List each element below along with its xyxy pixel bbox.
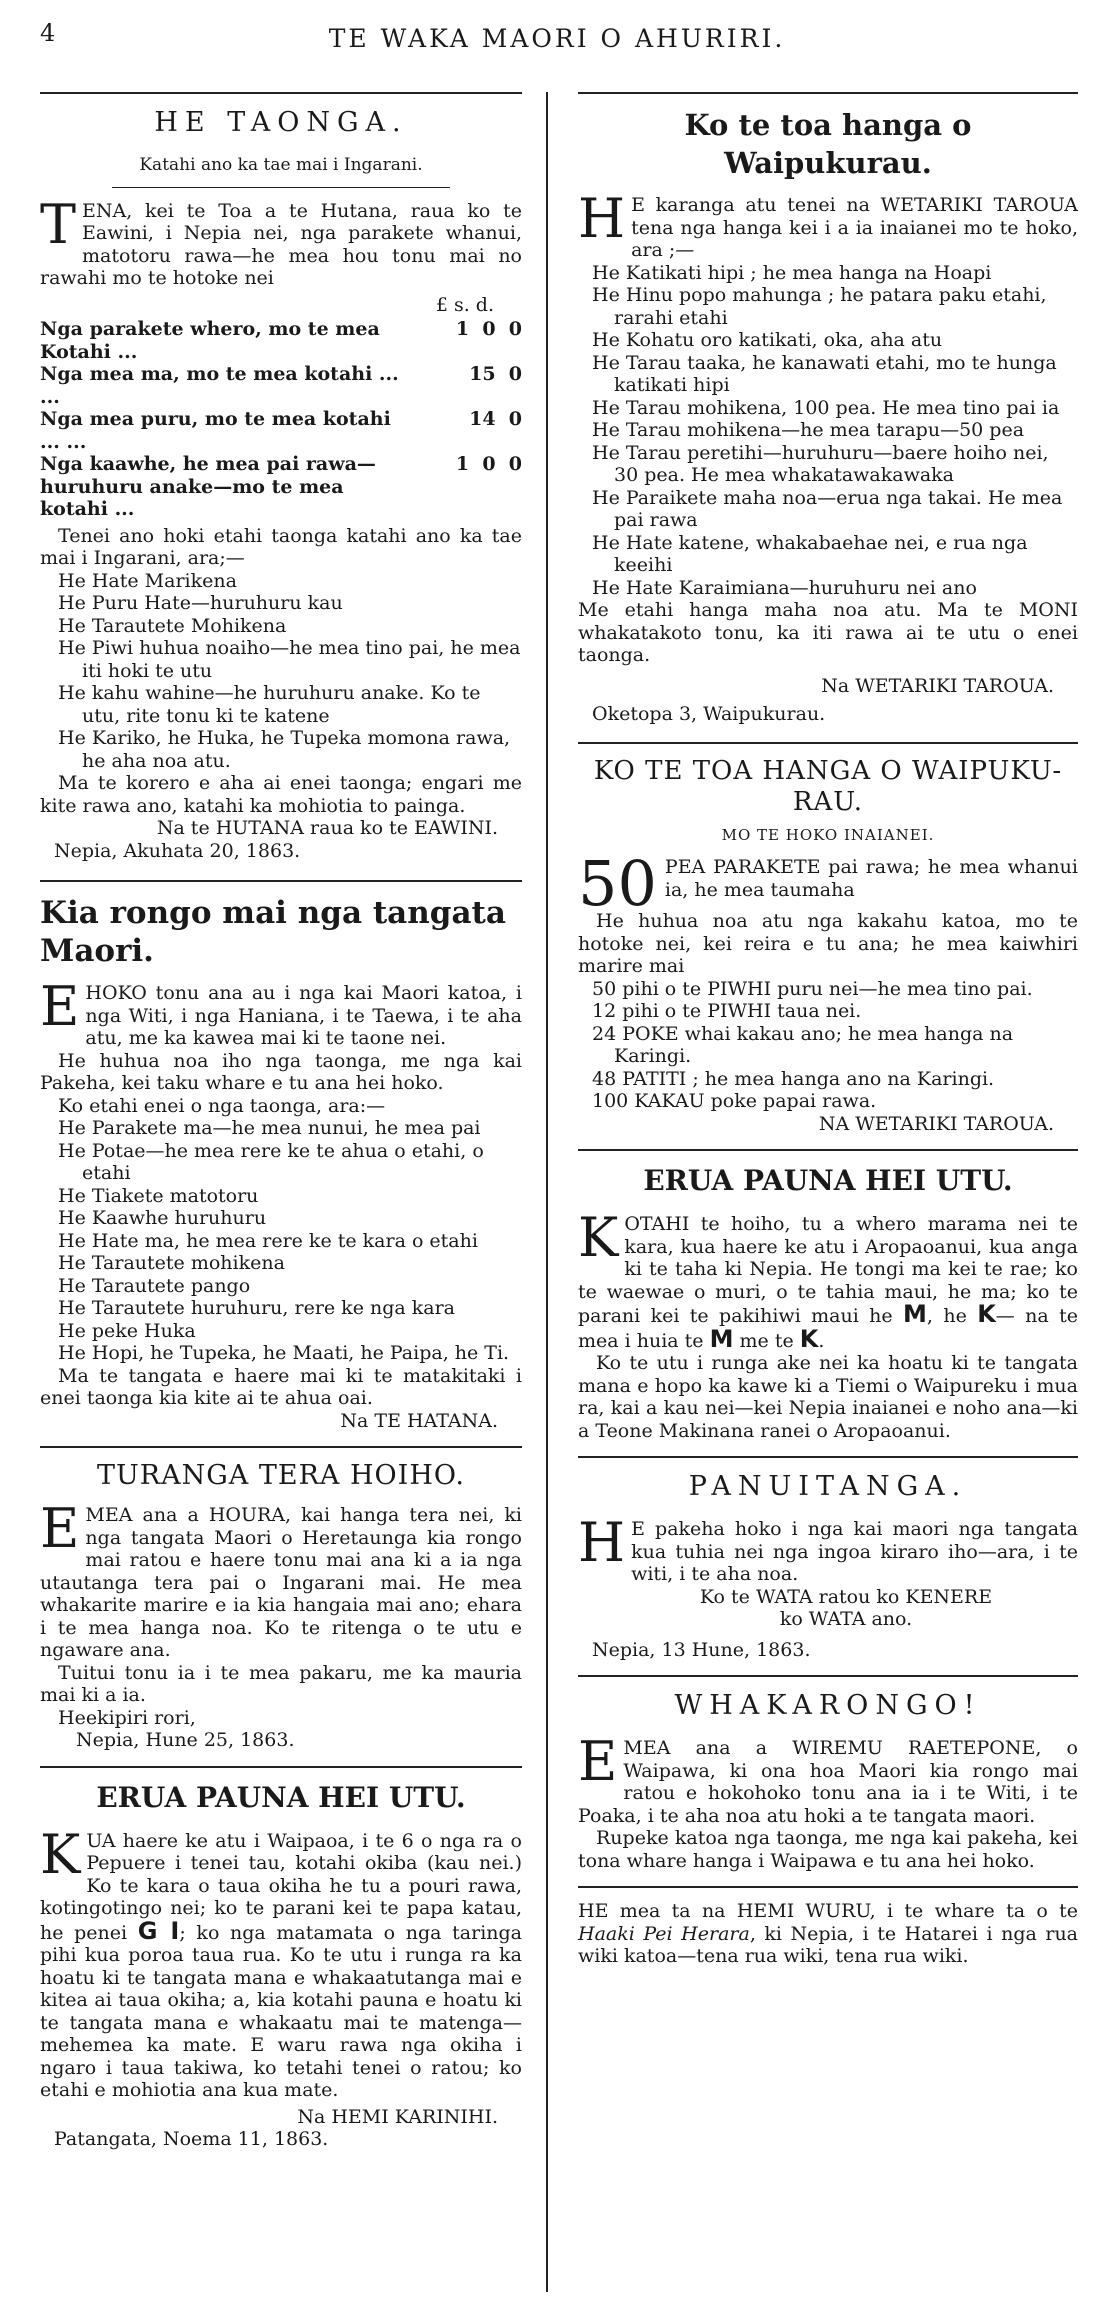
ad-intro: KOTAHI te hoiho, tu a whero marama nei te kara, kua haere ke atu i Aropaoanui, kua anga ki te taha ki Nepia. He tongi ma kei te rae; ko te waewae o muri, o te tahia maui, he ma; ko te parani kei te pakihiwi maui he M, he K— na te mea i huia te M me te K. <box>578 1206 1078 1353</box>
ad-signature: ko WATA ano. <box>779 1608 913 1630</box>
ad-erua-pauna-1 <box>40 1780 522 2151</box>
ad-intro: TENA, kei te Toa a te Hutana, raua ko te Eawini, i Nepia nei, nga parakete whanui, matotoru rawa—he mea hou tonu mai no rawahi mo te hotoke nei <box>40 192 522 289</box>
price-row: Nga parakete whero, mo te mea Kotahi ... 1 0 0 <box>40 318 522 363</box>
list-item: He Parakete ma—he mea nunui, he mea pai <box>58 1117 481 1139</box>
left-column <box>40 92 522 2151</box>
ad-paragraph: Rupeke katoa nga taonga, me nga kai pakeha, kei tona whare hanga i Waipawa e tu ana hei hoko. <box>578 1827 1078 1872</box>
rule <box>578 1675 1078 1677</box>
rule <box>40 1766 522 1768</box>
brand-mark: K <box>799 1324 819 1353</box>
list-item: He Paraikete maha noa—erua nga takai. He mea pai rawa <box>592 486 1063 531</box>
ad-paragraph: Ma te korero e aha ai enei taonga; engari me kite rawa ano, katahi ka mohiotia to painga. <box>40 772 522 817</box>
list-item: He Tarautete huruhuru, rere ke nga kara <box>58 1297 455 1319</box>
list-item: He Hinu popo mahunga ; he patara paku etahi, rarahi etahi <box>592 284 1047 329</box>
ad-he-taonga <box>40 106 522 862</box>
list-item: 50 pihi o te PIWHI puru nei—he mea tino pai. <box>592 977 1033 1000</box>
ad-dateline: Oketopa 3, Waipukurau. <box>592 703 826 725</box>
list-item: 12 pihi o te PIWHI taua nei. <box>592 1000 862 1022</box>
list-item: He Kariko, he Huka, he Tupeka momona rawa, he aha noa atu. <box>58 727 511 772</box>
ad-signature: Ko te WATA ratou ko KENERE <box>699 1585 993 1608</box>
price-header: £ s. d. <box>435 293 494 316</box>
rule <box>40 1446 522 1448</box>
ad-subtitle: MO TE HOKO INAIANEI. <box>721 825 935 844</box>
drop-cap: H <box>578 187 626 250</box>
ad-title: PANUITANGA. <box>688 1471 968 1502</box>
imprint-footer <box>578 1900 1078 1968</box>
drop-cap: T <box>40 192 77 256</box>
ad-intro: 50 PEA PARAKETE pai rawa; he mea whanui ia, he mea taumaha <box>578 847 1078 920</box>
drop-cap: K <box>578 1206 619 1269</box>
drop-cap: H <box>578 1511 626 1574</box>
ad-paragraph: Ma te tangata e haere mai ki te matakitaki i enei taonga kia kite ai te ahua oai. <box>40 1364 522 1409</box>
list-item: He Kohatu oro katikati, oka, aha atu <box>592 329 943 351</box>
item-list <box>578 978 1078 1113</box>
ad-signature: Na WETARIKI TAROUA. <box>821 674 1054 697</box>
list-item: He Tarau mohikena, 100 pea. He mea tino pai ia <box>592 396 1060 419</box>
drop-cap: K <box>40 1822 81 1886</box>
ad-signature: Heekipiri rori, <box>58 1706 196 1729</box>
ad-dateline: Patangata, Noema 11, 1863. <box>54 2128 329 2150</box>
ad-toa-hanga-caps <box>578 756 1078 1136</box>
ad-signature: NA WETARIKI TAROUA. <box>818 1112 1054 1135</box>
list-item: He Tarau taaka, he kanawati etahi, mo te hunga katikati hipi <box>592 351 1057 396</box>
ad-signature: Na TE HATANA. <box>340 1409 498 1432</box>
list-item: 100 KAKAU poke papai rawa. <box>592 1090 877 1112</box>
drop-number: 50 <box>578 847 657 920</box>
list-item: He Hate katene, whakabaehae nei, e rua nga keeihi <box>592 531 1028 576</box>
ad-title: TURANGA TERA HOIHO. <box>96 1460 466 1491</box>
list-item: 48 PATITI ; he mea hanga ano na Karingi. <box>592 1067 995 1090</box>
price-table <box>40 318 522 521</box>
ad-whakarongo <box>578 1689 1078 1872</box>
imprint-publication: Haaki Pei Herara <box>578 1922 750 1945</box>
list-item: He Hate Karaimiana—huruhuru nei ano <box>592 576 977 599</box>
item-list <box>578 262 1078 600</box>
column-divider <box>546 92 548 2292</box>
page-number: 4 <box>40 19 56 47</box>
list-item: He Potae—he mea rere ke te ahua o etahi, o etahi <box>58 1139 484 1184</box>
rule <box>578 1886 1078 1888</box>
ad-dateline: Nepia, Hune 25, 1863. <box>76 1729 295 1751</box>
ad-toa-hanga <box>578 106 1078 726</box>
list-item: 24 POKE whai kakau ano; he mea hanga na Karingi. <box>592 1022 1014 1067</box>
ad-paragraph: Tuitui tonu ia i te mea pakaru, me ka mauria mai ki a ia. <box>40 1661 522 1706</box>
price-row: Nga mea puru, mo te mea kotahi ... ... 14 0 <box>40 408 522 453</box>
list-item: He Hopi, he Tupeka, he Maati, he Paipa, he Ti. <box>58 1342 510 1364</box>
brand-mark: K <box>977 1300 996 1328</box>
list-item: He Piwi huhua noaiho—he mea tino pai, he mea iti hoki te utu <box>58 637 521 682</box>
rule <box>40 880 522 882</box>
ad-paragraph: He huhua noa iho nga taonga, me nga kai Pakeha, kei taku whare e tu ana hei hoko. <box>40 1049 522 1094</box>
ad-title: KO TE TOA HANGA O WAIPUKU-RAU. <box>593 755 1063 817</box>
ad-paragraph: Tenei ano hoki etahi taonga katahi ano ka tae mai i Ingarani, ara;— <box>40 524 522 569</box>
rule <box>578 742 1078 744</box>
drop-cap: E <box>40 975 80 1038</box>
brand-mark: M <box>903 1300 927 1328</box>
list-item: He Kaawhe huruhuru <box>58 1207 267 1229</box>
ad-dateline: Nepia, Akuhata 20, 1863. <box>54 839 301 862</box>
ad-panuitanga <box>578 1470 1078 1661</box>
ad-intro: EMEA ana a WIREMU RAETEPONE, o Waipawa, ki ona hoa Maori kia rongo mai ratou e hokohoko tonu ana ia i te Witi, i te Poaka, i te aha noa atu hoki a te tangata maori. <box>578 1730 1078 1827</box>
ad-intro: KUA haere ke atu i Waipaoa, i te 6 o nga ra o Pepuere i tenei tau, kotahi okiba (kau nei.) Ko te kara o taua okiha he tu a pouri rawa, kotingotingo nei; ko te parani kei te papa katau, he penei G I; ko nga matamata o nga taringa pihi kua poroa taua rua. Ko te utu i runga ra ka hoatu ki te tangata mana e whakaatutanga mai e kitea ai taua okiha; a, kia kotahi pauna e hoatu ki te tangata mana e whakaatu mai te matenga—mehemea ka mate. E waru rawa nga okiha i ngaro i taua takiwa, ko tetahi tenei o ratou; ko etahi e mohiotia ana kua mate. <box>40 1822 522 2101</box>
rule <box>578 1456 1078 1458</box>
drop-cap: E <box>578 1730 618 1793</box>
ad-subtitle: Katahi ano ka tae mai i Ingarani. <box>139 155 423 175</box>
item-list <box>40 1117 522 1365</box>
ad-intro: H E karanga atu tenei na WETARIKI TAROUA tena nga hanga kei i a ia inaianei mo te hoko, ara ;— <box>578 187 1078 261</box>
masthead-title: TE WAKA MAORI O AHURIRI. <box>328 24 786 53</box>
list-item: He Tarau peretihi—huruhuru—baere hoiho nei, 30 pea. He mea whakatawakawaka <box>592 441 1049 486</box>
imprint-text: , ki Nepia, i te Hatarei i nga rua wiki katoa—tena rua wiki, tena rua wiki. <box>578 1922 1079 1967</box>
ad-title: ERUA PAUNA HEI UTU. <box>643 1164 1013 1197</box>
list-item: He Hate ma, he mea rere ke te kara o etahi <box>58 1229 478 1252</box>
ad-dateline: Nepia, 13 Hune, 1863. <box>592 1638 811 1661</box>
ad-title: WHAKARONGO! <box>674 1690 982 1721</box>
ad-paragraph: Me etahi hanga maha noa atu. Ma te MONI whakatakoto tonu, ka iti rawa ai te utu o enei taonga. <box>578 599 1078 666</box>
list-item: He Tarau mohikena—he mea tarapu—50 pea <box>592 419 1025 441</box>
rule <box>40 92 522 94</box>
list-item: He kahu wahine—he huruhuru anake. Ko te utu, rite tonu ki te katene <box>58 682 481 727</box>
drop-cap: E <box>40 1497 80 1560</box>
ad-title: Ko te toa hanga o Waipukurau. <box>684 108 972 180</box>
ad-signature: Na te HUTANA raua ko te EAWINI. <box>156 817 498 839</box>
ad-title: ERUA PAUNA HEI UTU. <box>96 1780 466 1814</box>
ad-intro: EHOKO tonu ana au i nga kai Maori katoa, i nga Witi, i nga Haniana, i te Taewa, i te aha atu, me ka kawea mai ki te taone nei. <box>40 975 522 1049</box>
list-item: He Tiakete matotoru <box>58 1184 259 1207</box>
list-item: He Puru Hate—huruhuru kau <box>58 592 343 614</box>
ad-title: HE TAONGA. <box>154 107 408 138</box>
list-item: He Tarautete mohikena <box>58 1252 285 1274</box>
list-item: He Tarautete pango <box>58 1274 251 1297</box>
ad-signature: Na HEMI KARINIHI. <box>297 2105 498 2128</box>
ad-paragraph: Ko etahi enei o nga taonga, ara:— <box>58 1094 386 1117</box>
ad-kia-rongo <box>40 894 522 1432</box>
right-column <box>578 92 1078 1968</box>
rule <box>112 187 449 188</box>
ad-title: Kia rongo mai nga tangata Maori. <box>40 895 506 969</box>
list-item: He Katikati hipi ; he mea hanga na Hoapi <box>592 261 992 284</box>
ad-erua-pauna-2 <box>578 1163 1078 1442</box>
ad-paragraph: He huhua noa atu nga kakahu katoa, mo te hotoke nei, kei reira e tu ana; he mea kaiwhiri marire mai <box>578 910 1078 977</box>
rule <box>578 92 1078 94</box>
ad-intro: H E pakeha hoko i nga kai maori nga tangata kua tuhia nei nga ingoa kiraro iho—ara, i te witi, i te aha noa. <box>578 1511 1078 1585</box>
ad-intro: EMEA ana a HOURA, kai hanga tera nei, ki nga tangata Maori o Heretaunga kia rongo mai ratou e haere tonu mai ana ki a ia nga utautanga tera pai o Ingarani mai. He mea whakarite marire e ia kia hangaia mai ano; ehara i te mea hanga noa. Ko te ritenga o te utu e ngaware ana. <box>40 1497 522 1661</box>
list-item: He Tarautete Mohikena <box>58 614 287 637</box>
imprint-text: HE mea ta na HEMI WURU, i te whare ta o te <box>578 1900 1078 1922</box>
price-row: Nga mea ma, mo te mea kotahi ... ... 15 0 <box>40 363 522 408</box>
brand-mark: M <box>709 1324 734 1353</box>
price-row: Nga kaawhe, he mea pai rawa—huruhuru anake—mo te mea kotahi ... 1 0 0 <box>40 453 522 520</box>
list-item: He peke Huka <box>58 1319 196 1342</box>
item-list <box>40 570 522 773</box>
ad-turanga <box>40 1460 522 1752</box>
list-item: He Hate Marikena <box>58 569 237 592</box>
ad-paragraph: Ko te utu i runga ake nei ka hoatu ki te tangata mana e hopo ka kawe ki a Tiemi o Waipureku i mua ra, kai a kau nei—kei Nepia inaianei e noho ana—ki a Teone Makinana ranei o Aropaoanui. <box>578 1352 1078 1442</box>
rule <box>578 1149 1078 1151</box>
brand-mark: G I <box>137 1916 180 1945</box>
